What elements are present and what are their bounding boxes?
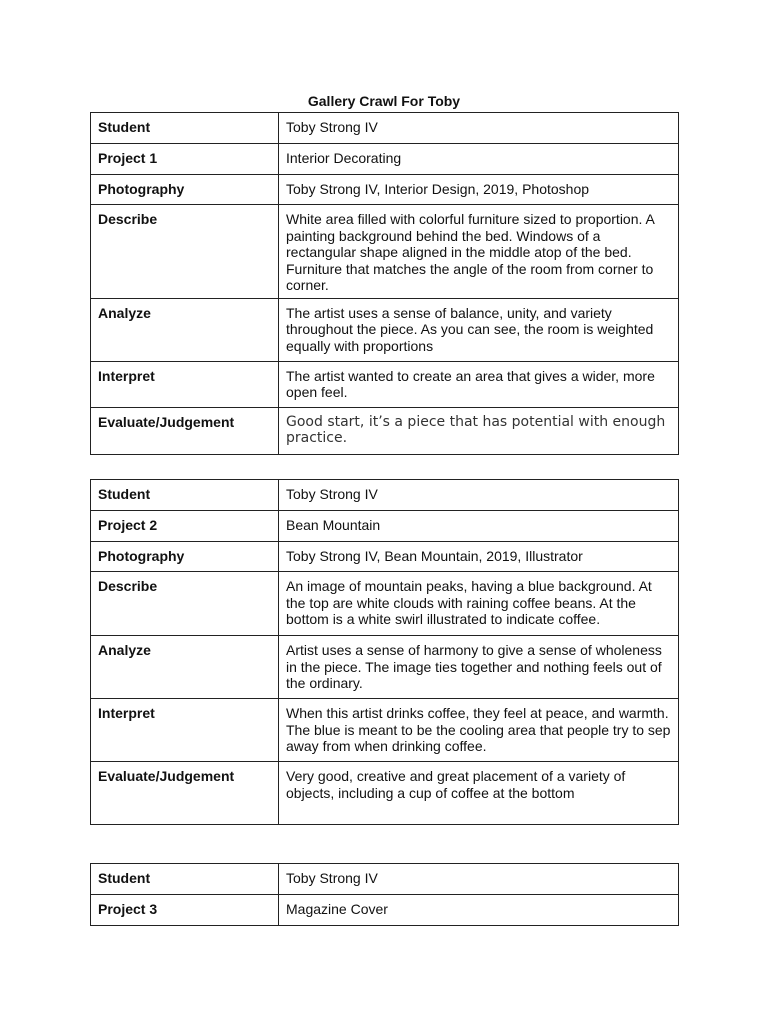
row-label: Analyze xyxy=(91,298,279,361)
row-label: Evaluate/Judgement xyxy=(91,407,279,454)
row-label: Student xyxy=(91,864,279,895)
row-label: Photography xyxy=(91,175,279,205)
table-row xyxy=(91,175,679,205)
row-value: Magazine Cover xyxy=(279,895,679,926)
table-row xyxy=(91,205,679,299)
row-value: Very good, creative and great placement of a variety of objects, including a cup of coffee at the bottom xyxy=(279,762,679,825)
row-label: Describe xyxy=(91,572,279,636)
row-value: When this artist drinks coffee, they feel at peace, and warmth. The blue is meant to be the cooling area that people try to sep away from when drinking coffee. xyxy=(279,699,679,762)
row-label: Describe xyxy=(91,205,279,299)
row-value: Bean Mountain xyxy=(279,511,679,542)
row-value: Toby Strong IV xyxy=(279,480,679,511)
row-label: Student xyxy=(91,480,279,511)
table-row xyxy=(91,572,679,636)
row-label: Photography xyxy=(91,542,279,572)
row-label: Interpret xyxy=(91,361,279,407)
row-value: Toby Strong IV xyxy=(279,113,679,144)
page-title: Gallery Crawl For Toby xyxy=(307,93,461,109)
row-label: Project 3 xyxy=(91,895,279,926)
row-label: Evaluate/Judgement xyxy=(91,762,279,825)
row-label: Student xyxy=(91,113,279,144)
table-row xyxy=(91,762,679,825)
row-label: Analyze xyxy=(91,636,279,699)
table-row xyxy=(91,511,679,542)
row-value: An image of mountain peaks, having a blue background. At the top are white clouds with raining coffee beans. At the bottom is a white swirl illustrated to indicate coffee. xyxy=(279,572,679,636)
row-label: Project 1 xyxy=(91,144,279,175)
table-row xyxy=(91,864,679,895)
row-value: Artist uses a sense of harmony to give a sense of wholeness in the piece. The image ties together and nothing feels out of the ordinary. xyxy=(279,636,679,699)
table-row xyxy=(91,699,679,762)
row-value: The artist wanted to create an area that gives a wider, more open feel. xyxy=(279,361,679,407)
table-row xyxy=(91,298,679,361)
row-label: Project 2 xyxy=(91,511,279,542)
row-value: Good start, it’s a piece that has potential with enough practice. xyxy=(279,407,679,454)
row-label: Interpret xyxy=(91,699,279,762)
row-value: The artist uses a sense of balance, unity, and variety throughout the piece. As you can see, the room is weighted equally with proportions xyxy=(279,298,679,361)
row-value: Toby Strong IV, Bean Mountain, 2019, Illustrator xyxy=(279,542,679,572)
table-row xyxy=(91,361,679,407)
table-row xyxy=(91,144,679,175)
project-2-table xyxy=(90,479,679,825)
table-row xyxy=(91,636,679,699)
table-row xyxy=(91,407,679,454)
table-row xyxy=(91,113,679,144)
row-value: Toby Strong IV xyxy=(279,864,679,895)
table-row xyxy=(91,480,679,511)
table-row xyxy=(91,542,679,572)
row-value: Toby Strong IV, Interior Design, 2019, Photoshop xyxy=(279,175,679,205)
project-3-table xyxy=(90,863,679,926)
project-1-table xyxy=(90,112,679,455)
row-value: Interior Decorating xyxy=(279,144,679,175)
table-row xyxy=(91,895,679,926)
row-value: White area filled with colorful furniture sized to proportion. A painting background behind the bed. Windows of a rectangular shape aligned in the middle atop of the bed. Furniture that matches the angle of the room from corner to corner. xyxy=(279,205,679,299)
